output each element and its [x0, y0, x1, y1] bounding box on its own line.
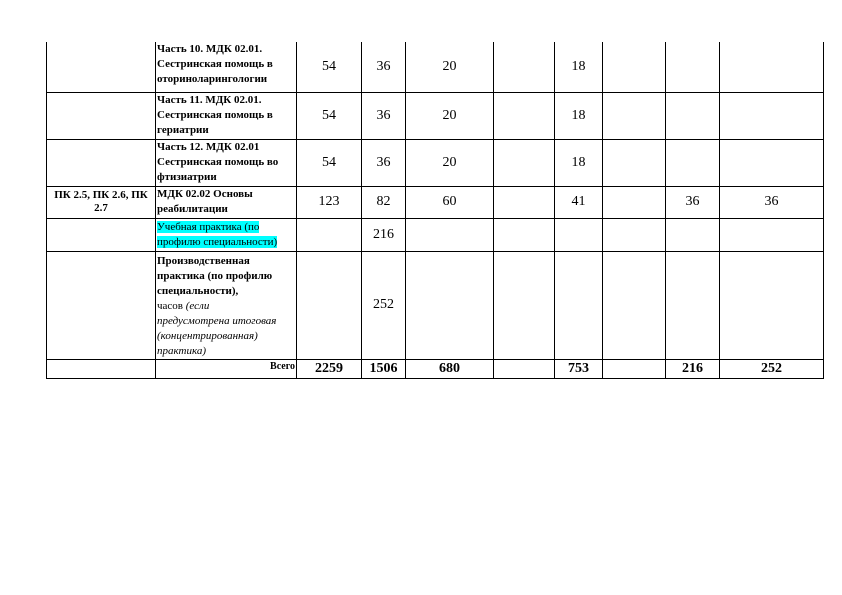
- total-hours-cell: 54: [297, 42, 362, 92]
- lab-hours-cell: [406, 251, 494, 359]
- classroom-hours-cell: 36: [362, 42, 406, 92]
- self-study-cell: 41: [555, 186, 603, 218]
- module-cell: [156, 218, 297, 251]
- self-study-course-cell: [603, 218, 666, 251]
- prod-practice-cell: [720, 92, 824, 139]
- classroom-hours-cell: 36: [362, 92, 406, 139]
- total-label: Всего: [156, 359, 297, 378]
- self-study-course-cell: [603, 92, 666, 139]
- prod-practice-cell: [720, 42, 824, 92]
- course-work-cell: [494, 92, 555, 139]
- self-study-course-cell: [603, 42, 666, 92]
- module-cell: Часть 12. МДК 02.01 Сестринская помощь во фтизиатрии: [156, 139, 297, 186]
- competency-cell: [47, 139, 156, 186]
- prod-practice-cell: [720, 139, 824, 186]
- self-study-cell: 753: [555, 359, 603, 378]
- self-study-course-cell: [603, 186, 666, 218]
- classroom-hours-cell: 252: [362, 251, 406, 359]
- total-hours-cell: [297, 218, 362, 251]
- edu-practice-cell: 36: [666, 186, 720, 218]
- edu-practice-cell: [666, 218, 720, 251]
- prod-practice-cell: [720, 251, 824, 359]
- table-row: [47, 251, 824, 359]
- edu-practice-cell: [666, 251, 720, 359]
- lab-hours-cell: 20: [406, 42, 494, 92]
- competency-cell: [47, 251, 156, 359]
- self-study-cell: 18: [555, 92, 603, 139]
- total-hours-cell: 2259: [297, 359, 362, 378]
- total-hours-cell: [297, 251, 362, 359]
- self-study-course-cell: [603, 139, 666, 186]
- edu-practice-cell: [666, 139, 720, 186]
- competency-cell: ПК 2.5, ПК 2.6, ПК 2.7: [47, 186, 156, 218]
- competency-cell: [47, 42, 156, 92]
- table-row: [47, 139, 824, 186]
- lab-hours-cell: [406, 218, 494, 251]
- table-row: [47, 42, 824, 92]
- course-work-cell: [494, 251, 555, 359]
- lab-hours-cell: 20: [406, 139, 494, 186]
- total-hours-cell: 54: [297, 139, 362, 186]
- course-work-cell: [494, 139, 555, 186]
- lab-hours-cell: 20: [406, 92, 494, 139]
- lab-hours-cell: 680: [406, 359, 494, 378]
- classroom-hours-cell: 1506: [362, 359, 406, 378]
- classroom-hours-cell: 216: [362, 218, 406, 251]
- edu-practice-cell: [666, 92, 720, 139]
- edu-practice-cell: [666, 42, 720, 92]
- self-study-course-cell: [603, 359, 666, 378]
- table-row: [47, 186, 824, 218]
- self-study-cell: [555, 251, 603, 359]
- table-row: [47, 92, 824, 139]
- prod-practice-cell: 36: [720, 186, 824, 218]
- course-work-cell: [494, 42, 555, 92]
- competency-cell: [47, 92, 156, 139]
- total-hours-cell: 54: [297, 92, 362, 139]
- highlighted-text: профилю специальности): [157, 235, 278, 248]
- competency-cell: [47, 218, 156, 251]
- edu-practice-cell: 216: [666, 359, 720, 378]
- classroom-hours-cell: 36: [362, 139, 406, 186]
- classroom-hours-cell: 82: [362, 186, 406, 218]
- course-work-cell: [494, 186, 555, 218]
- total-row: [47, 359, 824, 378]
- self-study-cell: 18: [555, 42, 603, 92]
- prod-practice-cell: 252: [720, 359, 824, 378]
- module-cell: Производственная практика (по профилю специальности), часов (если предусмотрена итоговая (концентрированная) практика): [156, 251, 297, 359]
- self-study-cell: 18: [555, 139, 603, 186]
- competency-cell: [47, 359, 156, 378]
- module-cell: Часть 11. МДК 02.01. Сестринская помощь в гериатрии: [156, 92, 297, 139]
- module-cell: Часть 10. МДК 02.01. Сестринская помощь в оториноларингологии: [156, 42, 297, 92]
- course-work-cell: [494, 359, 555, 378]
- module-cell: МДК 02.02 Основы реабилитации: [156, 186, 297, 218]
- self-study-course-cell: [603, 251, 666, 359]
- lab-hours-cell: 60: [406, 186, 494, 218]
- self-study-cell: [555, 218, 603, 251]
- total-hours-cell: 123: [297, 186, 362, 218]
- curriculum-table: [46, 42, 824, 379]
- course-work-cell: [494, 218, 555, 251]
- table-row: [47, 218, 824, 251]
- highlighted-text: Учебная практика (по: [157, 220, 260, 233]
- prod-practice-cell: [720, 218, 824, 251]
